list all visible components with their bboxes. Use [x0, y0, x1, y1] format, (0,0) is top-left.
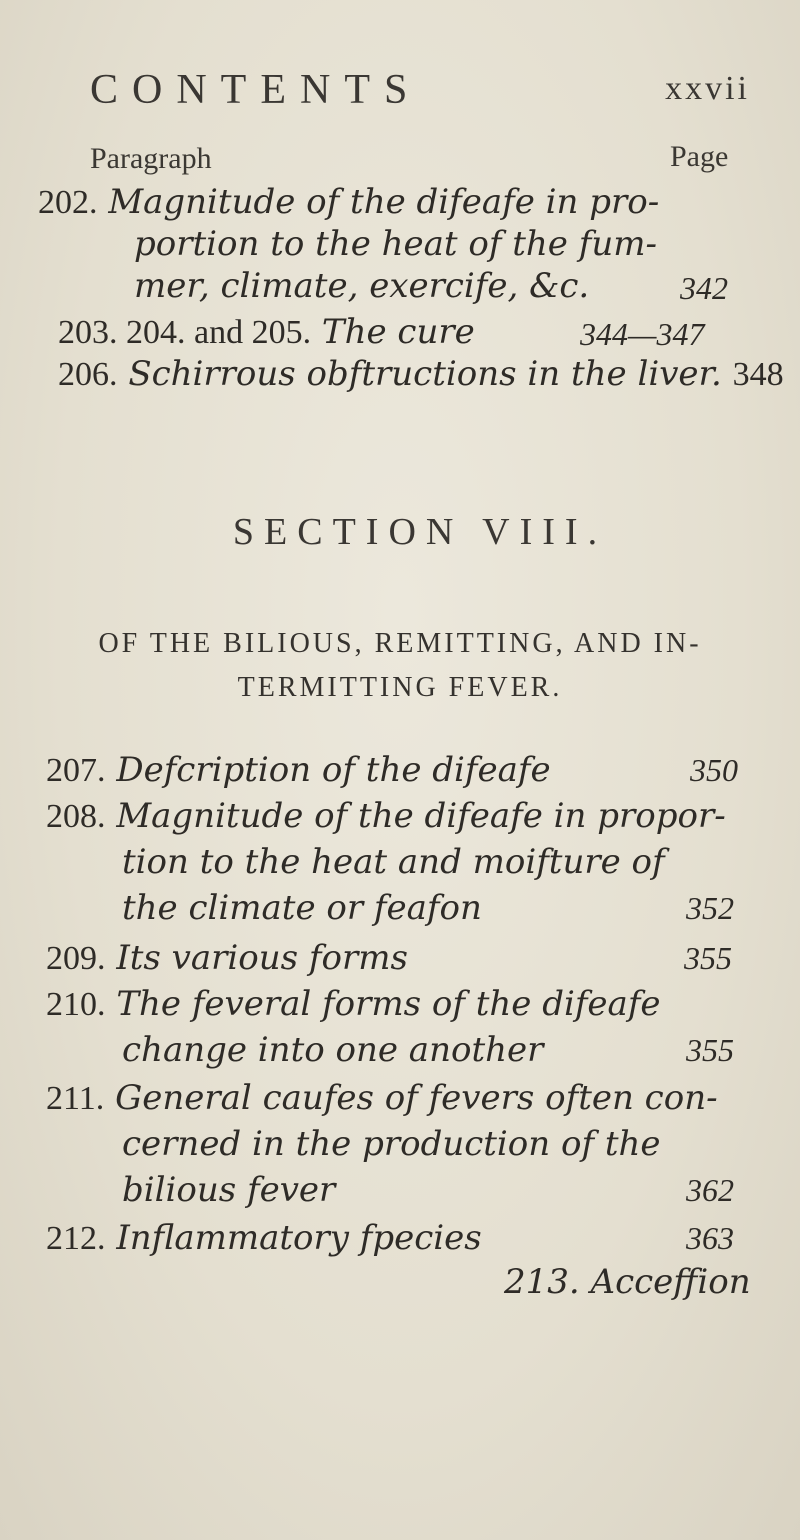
entry-page: 362	[686, 1172, 734, 1208]
entry-page: 355	[684, 940, 732, 976]
entry-page: 344—347	[580, 316, 705, 352]
toc-entry	[46, 984, 661, 1024]
entry-line: cerned in the production of the	[122, 1124, 661, 1164]
entry-number: 211.	[46, 1080, 105, 1117]
entry-line: The feveral forms of the difeafe	[116, 984, 661, 1024]
entry-line: mer, climate, exercife, &c.	[134, 266, 590, 306]
entry-page: 342	[680, 270, 728, 306]
toc-entry	[46, 1078, 718, 1118]
section-subtitle: TERMITTING FEVER.	[237, 672, 563, 703]
entry-page: 350	[690, 752, 738, 788]
entry-number: 206.	[58, 356, 118, 393]
column-head-page: Page	[670, 140, 729, 173]
column-head-paragraph: Paragraph	[90, 142, 212, 175]
toc-entry	[46, 750, 551, 790]
entry-line: Magnitude of the difeafe in propor-	[116, 796, 726, 836]
entry-page: 363	[686, 1220, 734, 1256]
entry-number: 209.	[46, 940, 106, 977]
toc-entry	[58, 354, 784, 394]
entry-number: 208.	[46, 798, 106, 835]
entry-number: 202.	[38, 184, 98, 221]
section-subtitle: OF THE BILIOUS, REMITTING, AND IN-	[98, 628, 702, 659]
toc-entry	[46, 796, 726, 836]
entry-page: 352	[686, 890, 734, 926]
entry-line: portion to the heat of the fum-	[134, 224, 657, 264]
entry-line: Magnitude of the difeafe in pro-	[108, 182, 660, 222]
page-number: xxvii	[665, 70, 750, 107]
entry-page: 348	[732, 356, 784, 393]
entry-line: Its various forms	[116, 938, 408, 978]
toc-entry	[46, 1218, 482, 1258]
entry-number: 212.	[46, 1220, 106, 1257]
entry-line: change into one another	[122, 1030, 544, 1070]
entry-page: 355	[686, 1032, 734, 1068]
catchword: 213. Acceffion	[504, 1262, 751, 1302]
toc-entry	[38, 182, 659, 222]
entry-line: bilious fever	[122, 1170, 336, 1210]
entry-line: The cure	[321, 312, 475, 352]
entry-line: Schirrous obftructions in the liver.	[128, 354, 722, 394]
entry-number: 210.	[46, 986, 106, 1023]
entry-number: 207.	[46, 752, 106, 789]
running-header	[90, 66, 750, 126]
toc-entry	[46, 938, 408, 978]
entry-line: Inflammatory fpecies	[116, 1218, 482, 1258]
entry-line: tion to the heat and moifture of	[122, 842, 665, 882]
header-title: CONTENTS	[90, 67, 422, 113]
section-title: SECTION VIII.	[232, 511, 608, 553]
toc-entry	[58, 312, 475, 352]
entry-number: 203. 204. and 205.	[58, 314, 312, 351]
entry-line: Defcription of the difeafe	[116, 750, 551, 790]
entry-line: General caufes of fevers often con-	[115, 1078, 718, 1118]
entry-line: the climate or feafon	[122, 888, 482, 928]
